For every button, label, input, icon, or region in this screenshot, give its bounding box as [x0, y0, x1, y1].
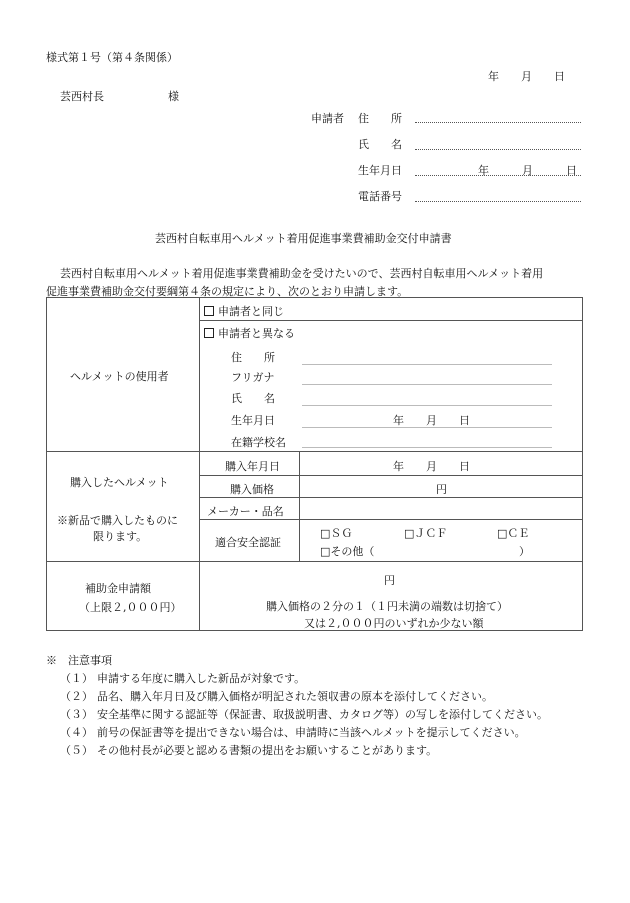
cert-jcf-option[interactable]: □ＪＣＦ	[404, 527, 448, 540]
purchase-date-value[interactable]: 年 月 日	[393, 460, 470, 473]
cert-other-close: ）	[519, 545, 530, 558]
note-number: （３）	[60, 708, 93, 721]
applicant-birthdate-label: 生年月日	[358, 164, 402, 177]
section-divider	[46, 561, 583, 562]
cert-sg-option[interactable]: □ＳＧ	[320, 527, 353, 540]
date-line: 年 月 日	[488, 70, 565, 83]
applicant-role: 申請者	[311, 112, 344, 125]
applicant-address-label: 住 所	[358, 112, 402, 125]
different-from-applicant-text: 申請者と異なる	[218, 327, 295, 340]
user-birthdate-value: 年 月 日	[393, 414, 470, 427]
new-only-note-line-1: ※新品で購入したものに	[57, 514, 178, 527]
addressee: 芸西村長	[60, 90, 104, 103]
purchased-helmet-label: 購入したヘルメット	[70, 476, 169, 489]
user-furigana-field[interactable]	[302, 384, 552, 385]
row-divider	[199, 475, 583, 476]
intro-line-1: 芸西村自転車用ヘルメット着用促進事業費補助金を受けたいので、芸西村自転車用ヘルメット着用	[60, 267, 544, 280]
note-number: （５）	[60, 744, 93, 757]
helmet-user-label: ヘルメットの使用者	[70, 370, 169, 383]
user-school-label: 在籍学校名	[231, 436, 286, 449]
applicant-birthdate-field[interactable]	[415, 175, 581, 176]
checkbox-icon[interactable]	[204, 328, 214, 338]
notes-heading: ※ 注意事項	[46, 654, 112, 667]
price-label: 購入価格	[230, 483, 274, 496]
checkbox-icon[interactable]	[204, 306, 214, 316]
intro-line-2: 促進事業費補助金交付要綱第４条の規定により、次のとおり申請します。	[46, 285, 409, 298]
maker-field[interactable]	[300, 498, 582, 518]
note-text: 安全基準に関する認証等（保証書、取扱説明書、カタログ等）の写しを添付してください。	[97, 708, 548, 721]
note-number: （４）	[60, 726, 93, 739]
note-number: （２）	[60, 690, 93, 703]
user-address-label: 住 所	[231, 351, 275, 364]
subsidy-limit: （上限２,０００円）	[79, 601, 182, 614]
note-text: 前号の保証書等を提出できない場合は、申請時に当該ヘルメットを提示してください。	[97, 726, 526, 739]
subsidy-rule-line-1: 購入価格の２分の１（１円未満の端数は切捨て）	[266, 600, 508, 613]
different-from-applicant-option[interactable]	[204, 325, 295, 341]
row-divider	[199, 320, 583, 321]
cert-ce-option[interactable]: □ＣＥ	[497, 527, 530, 540]
user-name-field[interactable]	[302, 405, 552, 406]
applicant-phone-label: 電話番号	[358, 190, 402, 203]
applicant-name-field[interactable]	[415, 149, 581, 150]
note-number: （１）	[60, 672, 93, 685]
user-address-field[interactable]	[302, 364, 552, 365]
same-as-applicant-option[interactable]	[204, 303, 284, 319]
applicant-name-label: 氏 名	[358, 138, 402, 151]
purchase-date-label: 購入年月日	[225, 460, 280, 473]
user-name-label: 氏 名	[231, 392, 275, 405]
applicant-phone-field[interactable]	[415, 201, 581, 202]
user-school-field[interactable]	[302, 447, 552, 448]
row-divider	[199, 519, 583, 520]
applicant-address-field[interactable]	[415, 122, 581, 123]
form-number: 様式第１号（第４条関係）	[46, 51, 178, 64]
section-divider	[46, 451, 583, 452]
addressee-sama: 様	[168, 90, 179, 103]
maker-label: メーカー・品名	[207, 505, 284, 518]
user-birthdate-field[interactable]	[302, 427, 552, 428]
document-title: 芸西村自転車用ヘルメット着用促進事業費補助金交付申請書	[155, 232, 452, 245]
applicant-birthdate-value: 年 月 日	[478, 164, 577, 177]
note-text: 品名、購入年月日及び購入価格が明記された領収書の原本を添付してください。	[97, 690, 493, 703]
price-yen[interactable]: 円	[436, 483, 447, 496]
new-only-note-line-2: 限ります。	[93, 530, 148, 543]
same-as-applicant-text: 申請者と同じ	[218, 305, 284, 318]
cert-other-option[interactable]: □その他（	[320, 545, 375, 558]
column-divider	[199, 297, 200, 631]
user-birthdate-label: 生年月日	[231, 414, 275, 427]
subsidy-yen[interactable]: 円	[384, 574, 395, 587]
note-text: 申請する年度に購入した新品が対象です。	[97, 672, 306, 685]
user-furigana-label: フリガナ	[231, 371, 275, 384]
note-text: その他村長が必要と認める書類の提出をお願いすることがあります。	[97, 744, 438, 757]
subsidy-rule-line-2: 又は２,０００円のいずれか少ない額	[304, 617, 484, 630]
subsidy-amount-label: 補助金申請額	[85, 582, 151, 595]
safety-cert-label: 適合安全認証	[215, 536, 281, 549]
